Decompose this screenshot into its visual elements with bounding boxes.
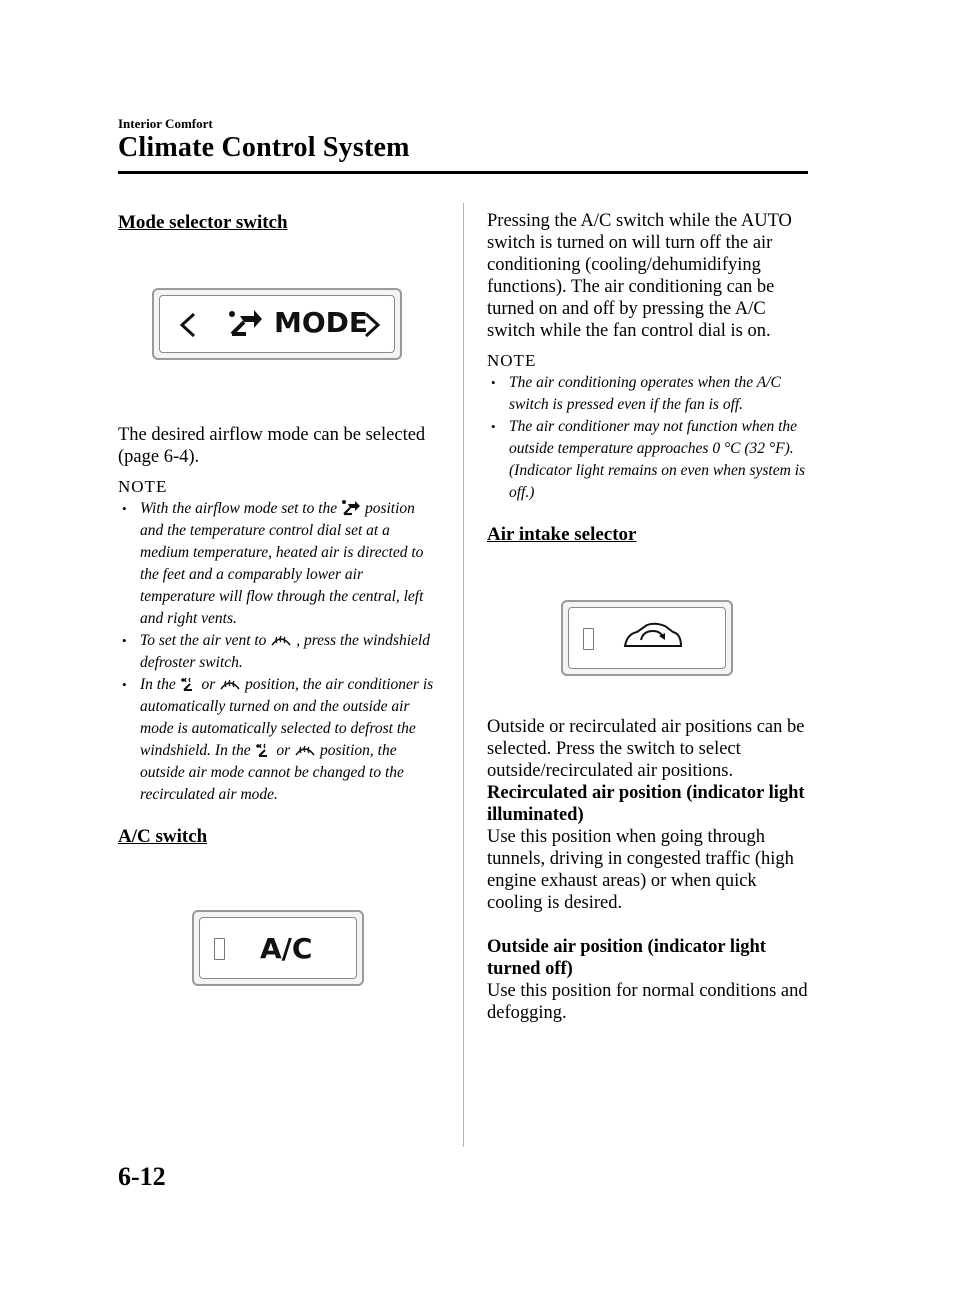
right-column (487, 210, 809, 1024)
air-intake-switch (561, 600, 733, 676)
indicator-light (583, 628, 594, 650)
note-label-1: NOTE (118, 477, 168, 496)
mode-notes (118, 498, 438, 806)
section-label: Interior Comfort (118, 116, 213, 131)
ac-description: Pressing the A/C switch while the AUTO switch is turned on will turn off the air conditioning (cooling/dehumidifying functions). The air conditioning can be turned on and off by pressing the A/C switch while the fan control dial is on. (487, 211, 792, 341)
column-divider (463, 203, 464, 1147)
chevron-left-icon (176, 310, 200, 340)
chapter-title: Climate Control System (118, 132, 410, 163)
page-number: 6-12 (118, 1162, 166, 1191)
mode-description: The desired airflow mode can be selected (page 6-4). (118, 425, 426, 467)
note-item: • To set the air vent to , press the windshield defroster switch. (118, 630, 438, 674)
ac-switch-figure (118, 850, 438, 1000)
ac-switch (192, 910, 364, 986)
recirculated-description: Use this position when going through tunnels, driving in congested traffic (high engine exhaust areas) or when quick cooling is desired. (487, 827, 794, 913)
floor-defrost-icon (180, 675, 198, 693)
note-label-2: NOTE (487, 351, 537, 370)
note-item: • With the airflow mode set to the position and the temperature control dial set at a medium temperature, heated air is directed to the feet and a comparably lower air temperature will flow through the central, left and right vents. (118, 498, 438, 630)
windshield-defrost-icon (270, 631, 292, 649)
air-intake-figure (487, 548, 809, 716)
recirculate-car-icon (621, 620, 685, 656)
outside-air-heading: Outside air position (indicator light turned off) (487, 937, 766, 979)
note-item: • In the or position, the air conditioner is automatically turned on and the outside air mode is automatically selected to defrost the windshield. In the or position, the outside air mode cannot be changed to the recirculated air mode. (118, 674, 438, 806)
windshield-defrost-icon (219, 675, 241, 693)
vent-floor-icon (341, 499, 361, 517)
outside-air-description: Use this position for normal conditions and defogging. (487, 981, 808, 1023)
mode-switch (152, 288, 402, 360)
note-item: • The air conditioner may not function when the outside temperature approaches 0 °C (32 °F). (Indicator light remains on even when system is off.) (487, 416, 809, 504)
vent-floor-icon (224, 306, 264, 342)
note-item: • The air conditioning operates when the A/C switch is pressed even if the fan is off. (487, 372, 809, 416)
ac-notes (487, 372, 809, 504)
air-intake-heading: Air intake selector (487, 524, 637, 545)
left-column (118, 210, 438, 1000)
ac-switch-label: A/C (260, 932, 313, 965)
floor-defrost-icon (255, 741, 273, 759)
mode-switch-figure (118, 236, 438, 394)
ac-switch-heading: A/C switch (118, 826, 208, 847)
recirculated-heading: Recirculated air position (indicator light illuminated) (487, 783, 805, 825)
air-intake-description: Outside or recirculated air positions can be selected. Press the switch to select outside/recirculated air positions. (487, 717, 805, 781)
chevron-right-icon (360, 310, 384, 340)
header-rule (118, 171, 808, 174)
mode-switch-label: MODE (274, 306, 369, 339)
mode-selector-heading: Mode selector switch (118, 212, 288, 233)
indicator-light (214, 938, 225, 960)
windshield-defrost-icon (294, 741, 316, 759)
